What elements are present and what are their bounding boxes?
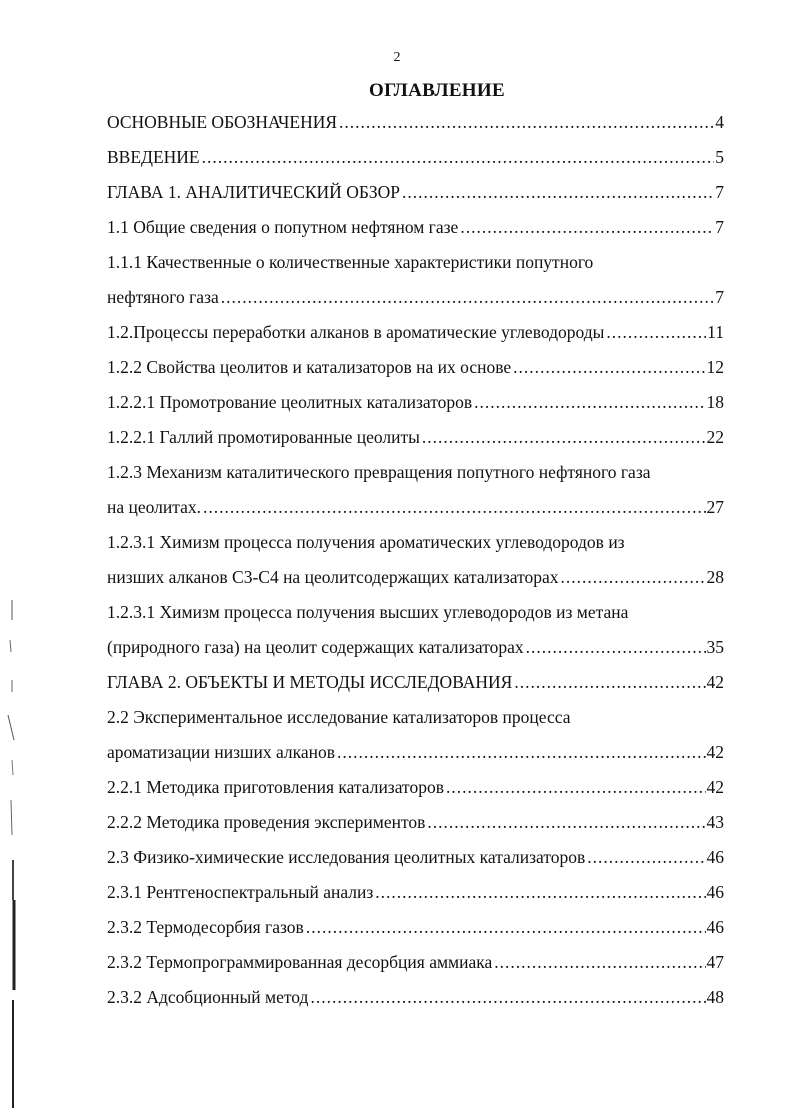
toc-entry-page: 18 [706,392,724,412]
toc-entry-label: 1.2.2.1 Галлий промотированные цеолиты [107,427,420,447]
toc-entry [107,392,724,427]
toc-entry-label: 2.3.2 Термодесорбия газов [107,917,304,937]
toc-entry-page: 12 [706,357,724,377]
toc-entry [107,112,724,147]
toc-entry [107,812,724,847]
toc-leader-dots [306,917,706,938]
toc-entry-label: ГЛАВА 1. АНАЛИТИЧЕСКИЙ ОБЗОР [107,182,401,202]
toc-entry-page: 42 [706,672,724,692]
toc-entry-label: ГЛАВА 2. ОБЪЕКТЫ И МЕТОДЫ ИССЛЕДОВАНИЯ [107,672,513,692]
toc-leader-dots [221,287,714,308]
toc-entry-page: 47 [706,952,724,972]
toc-entry-label: 1.1 Общие сведения о попутном нефтяном газе [107,217,459,237]
toc-entry [107,917,724,952]
toc-entry [107,777,724,812]
page-number: 2 [393,50,401,65]
toc-entry-label: 1.1.1 Качественные о количественные характеристики попутного [107,252,594,272]
toc-entry [107,427,724,462]
toc-entry-page: 35 [706,637,724,657]
toc-leader-dots [474,392,705,413]
toc-leader-dots [514,672,705,693]
toc-leader-dots [310,987,705,1008]
toc-leader-dots [375,882,705,903]
toc-entry-label: 2.3.1 Рентгеноспектральный анализ [107,882,374,902]
toc-entry [107,462,724,497]
toc-leader-dots [202,147,715,168]
toc-entry [107,672,724,707]
toc-entry-label: 1.2.3.1 Химизм процесса получения высших углеводородов из метана [107,602,629,622]
toc-entry [107,847,724,882]
toc-entry-page: 42 [706,777,724,797]
toc-entry-page: 48 [706,987,724,1007]
toc-entry-label: 1.2.Процессы переработки алканов в ароматические углеводороды [107,322,605,342]
toc-entry-label: 2.2.1 Методика приготовления катализаторов [107,777,444,797]
toc-entry-page: 22 [706,427,724,447]
toc-entry [107,637,724,672]
toc-entry-label: 2.3.2 Адсобционный метод [107,987,309,1007]
toc-entry [107,952,724,987]
toc-entry [107,217,724,252]
toc-entry-label: 2.3.2 Термопрограммированная десорбция аммиака [107,952,493,972]
toc-entry-label: нефтяного газа [107,287,219,307]
toc-entry-page: 43 [706,812,724,832]
toc-leader-dots [446,777,706,798]
table-of-contents [107,112,724,1022]
toc-entry [107,602,724,637]
toc-entry-label: низших алканов С3-С4 на цеолитсодержащих катализаторах [107,567,559,587]
toc-entry-label: ароматизации низших алканов [107,742,336,762]
toc-entry [107,532,724,567]
toc-entry [107,252,724,287]
toc-entry-page: 42 [706,742,724,762]
toc-entry [107,182,724,217]
toc-entry-label: 2.2 Экспериментальное исследование катализаторов процесса [107,707,571,727]
toc-leader-dots [427,812,705,833]
toc-entry-label: на цеолитах. [107,497,202,517]
toc-entry-label: 2.3 Физико-химические исследования цеолитных катализаторов [107,847,586,867]
toc-leader-dots [337,742,705,763]
toc-leader-dots [460,217,714,238]
toc-entry [107,322,724,357]
toc-entry-label: 1.2.2.1 Промотрование цеолитных катализаторов [107,392,473,412]
toc-entry-label: ВВЕДЕНИЕ [107,147,200,167]
toc-entry-page: 46 [706,917,724,937]
toc-leader-dots [513,357,705,378]
toc-entry-page: 7 [715,287,724,307]
toc-entry-page: 5 [715,147,724,167]
toc-leader-dots [339,112,714,133]
toc-entry-label: ОСНОВНЫЕ ОБОЗНАЧЕНИЯ [107,112,338,132]
toc-entry-page: 4 [715,112,724,132]
toc-entry [107,497,724,532]
toc-entry-label: (природного газа) на цеолит содержащих катализаторах [107,637,524,657]
toc-leader-dots [494,952,705,973]
toc-entry [107,147,724,182]
toc-entry-page: 7 [715,182,724,202]
page-title: ОГЛАВЛЕНИЕ [369,80,505,101]
toc-entry [107,742,724,777]
toc-entry-page: 46 [706,882,724,902]
toc-leader-dots [587,847,705,868]
toc-leader-dots [606,322,706,343]
toc-entry-label: 1.2.3.1 Химизм процесса получения ароматических углеводородов из [107,532,625,552]
toc-entry-label: 1.2.2 Свойства цеолитов и катализаторов на их основе [107,357,512,377]
toc-entry [107,567,724,602]
toc-entry-page: 46 [706,847,724,867]
toc-entry-page: 27 [706,497,724,517]
toc-entry [107,987,724,1022]
toc-leader-dots [561,567,706,588]
toc-entry-page: 28 [706,567,724,587]
toc-entry [107,357,724,392]
toc-entry-page: 7 [715,217,724,237]
toc-entry-page: 11 [707,322,724,342]
toc-entry [107,287,724,322]
toc-leader-dots [422,427,706,448]
toc-entry [107,707,724,742]
scan-edge-marks [4,600,20,1108]
toc-entry-label: 1.2.3 Механизм каталитического превращения попутного нефтяного газа [107,462,651,482]
toc-entry-label: 2.2.2 Методика проведения экспериментов [107,812,426,832]
toc-leader-dots [526,637,706,658]
toc-leader-dots [402,182,714,203]
toc-entry [107,882,724,917]
toc-leader-dots [203,497,705,518]
